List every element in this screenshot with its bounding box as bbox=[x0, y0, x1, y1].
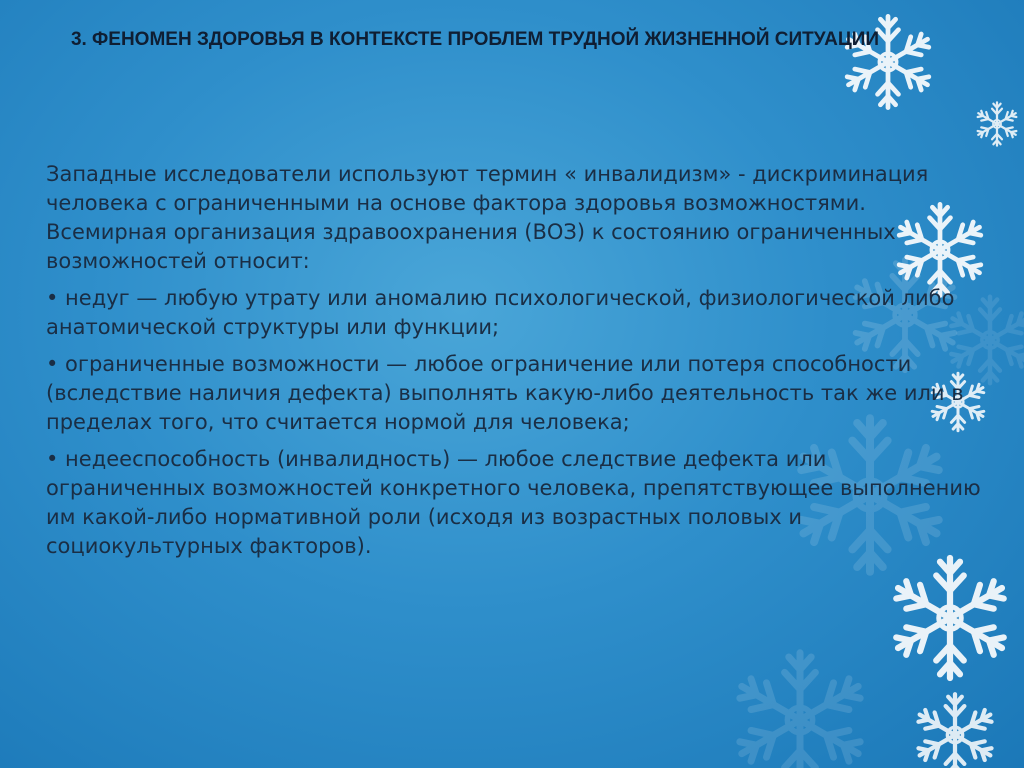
intro-paragraph: Западные исследователи используют термин « инвалидизм» - дискриминация человека с ограниченными на основе фактора здоровья возможностями. Всемирная организация здравоохранения (ВОЗ) к состоянию ограниченных возможностей относит: bbox=[46, 162, 929, 273]
snowflake-icon bbox=[976, 102, 1018, 145]
slide-body bbox=[46, 160, 986, 569]
bullet-item: • ограниченные возможности — любое ограничение или потеря способности (вследствие наличия дефекта) выполнять какую-либо деятельность так же или в пределах того, что считается нормой для человека; bbox=[46, 352, 964, 434]
bullet-item: • недееспособность (инвалидность) — любое следствие дефекта или ограниченных возможностей конкретного человека, препятствующее выполнению им какой-либо нормативной роли (исходя из возрастных половых и социокультурных факторов). bbox=[46, 447, 981, 558]
slide-title: 3. ФЕНОМЕН ЗДОРОВЬЯ В КОНТЕКСТЕ ПРОБЛЕМ ТРУДНОЙ ЖИЗНЕННОЙ СИТУАЦИИ bbox=[70, 29, 880, 50]
snowflake-icon bbox=[915, 694, 995, 768]
bullet-item: • недуг — любую утрату или аномалию психологической, физиологической либо анатомической структуры или функции; bbox=[46, 286, 955, 339]
faint-snowflake-icon bbox=[734, 653, 866, 768]
snowflake-icon bbox=[891, 558, 1009, 678]
